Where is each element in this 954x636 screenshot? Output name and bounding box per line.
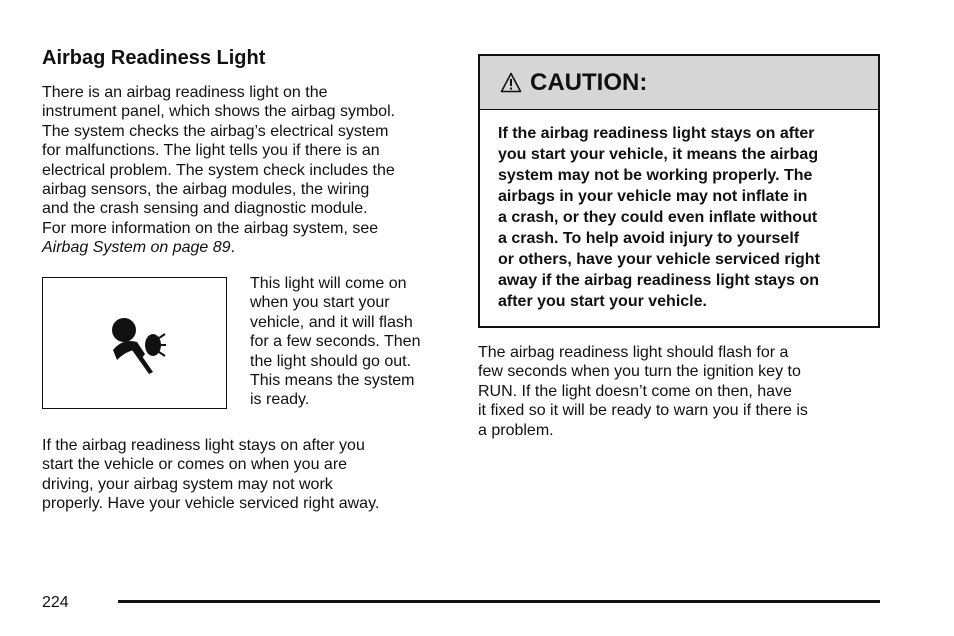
text-line: RUN. If the light doesn’t come on then, have <box>478 382 792 400</box>
page-number: 224 <box>42 594 69 611</box>
text-line: For more information on the airbag system, see <box>42 219 379 237</box>
text-line: electrical problem. The system check includes the <box>42 161 395 179</box>
text-line: you start your vehicle, it means the airbag <box>498 146 819 163</box>
text-line: properly. Have your vehicle serviced right away. <box>42 495 380 513</box>
text-line: airbags in your vehicle may not inflate in <box>498 188 808 205</box>
text-line: and the crash sensing and diagnostic module. <box>42 200 368 218</box>
text-line: is ready. <box>250 391 310 409</box>
airbag-icon-figure <box>42 277 227 409</box>
text-line: the light should go out. <box>250 352 412 370</box>
text-line <box>42 238 442 257</box>
caution-box <box>478 54 880 328</box>
text-line: a crash, or they could even inflate without <box>498 209 818 226</box>
text-line: start the vehicle or comes on when you are <box>42 456 348 474</box>
text-line: a problem. <box>478 421 554 439</box>
intro-paragraph <box>42 83 442 258</box>
warning-triangle-icon <box>500 72 522 93</box>
text-line: There is an airbag readiness light on the <box>42 84 328 101</box>
footer-divider <box>118 600 880 603</box>
text-line: airbag sensors, the airbag modules, the wiring <box>42 181 370 199</box>
text-line: If the airbag readiness light stays on after you <box>42 437 365 454</box>
text-line: This light will come on <box>250 275 407 292</box>
caution-text <box>498 123 820 312</box>
text-line: The airbag readiness light should flash for a <box>478 344 789 361</box>
text-line: for malfunctions. The light tells you if there is an <box>42 142 380 160</box>
text-line: or others, have your vehicle serviced right <box>498 251 820 268</box>
text-line: system may not be working properly. The <box>498 167 813 184</box>
warning-paragraph <box>42 436 442 514</box>
text-line: a crash. To help avoid injury to yourself <box>498 230 800 247</box>
reference-suffix: . <box>230 239 236 257</box>
section-heading: Airbag Readiness Light <box>42 47 266 69</box>
cross-reference-link[interactable]: Airbag System on page 89 <box>42 239 231 257</box>
text-line: for a few seconds. Then <box>250 333 421 351</box>
caution-title: CAUTION: <box>530 68 648 96</box>
text-line: This means the system <box>250 372 415 390</box>
side-paragraph <box>250 274 450 410</box>
flash-info-paragraph <box>478 343 878 440</box>
text-line: If the airbag readiness light stays on after <box>498 125 815 142</box>
caution-header <box>480 56 878 110</box>
text-line: driving, your airbag system may not work <box>42 475 333 493</box>
text-line: after you start your vehicle. <box>498 293 707 310</box>
text-line: it fixed so it will be ready to warn you if there is <box>478 402 808 420</box>
text-line: vehicle, and it will flash <box>250 313 413 331</box>
text-line: few seconds when you turn the ignition key to <box>478 363 801 381</box>
airbag-readiness-icon <box>107 314 167 376</box>
text-line: when you start your <box>250 294 390 312</box>
text-line: instrument panel, which shows the airbag symbol. <box>42 103 396 121</box>
text-line: The system checks the airbag’s electrical system <box>42 122 389 140</box>
text-line: away if the airbag readiness light stays on <box>498 272 819 289</box>
